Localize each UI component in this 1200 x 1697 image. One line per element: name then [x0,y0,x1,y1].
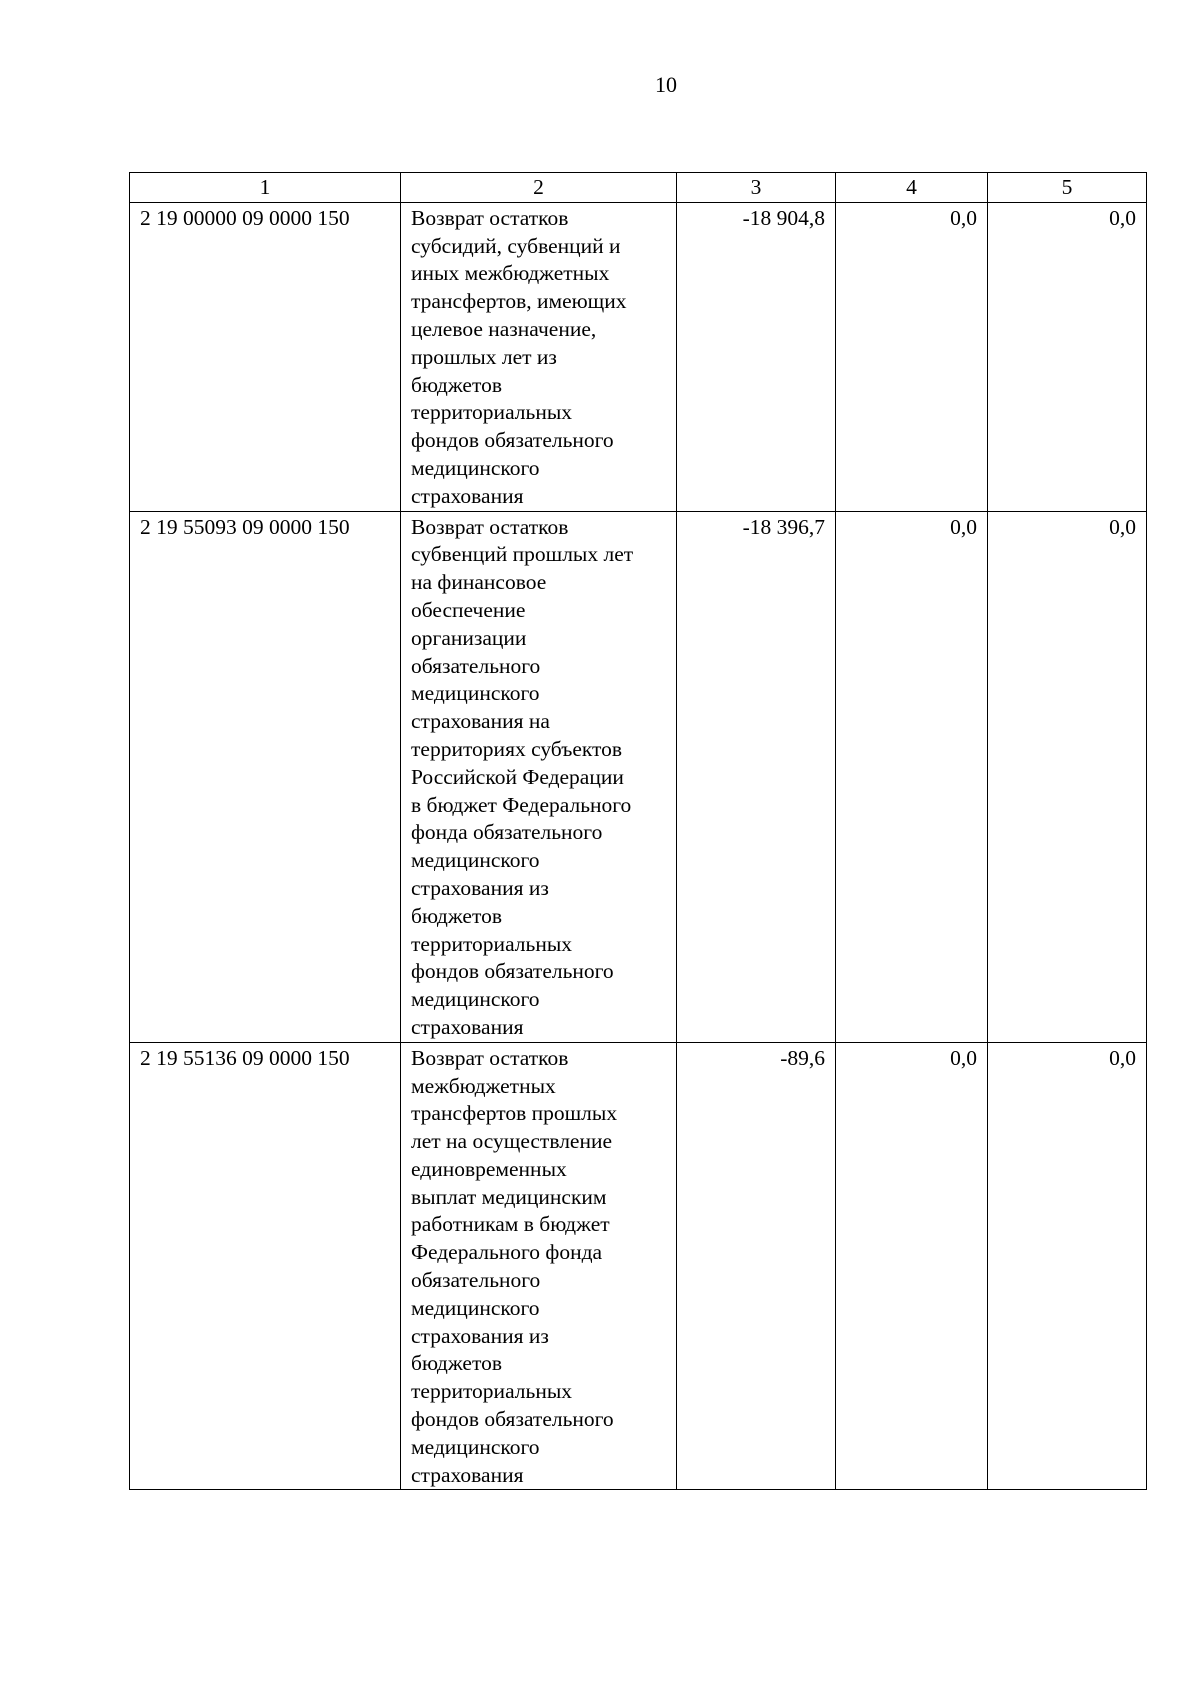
page-number: 10 [655,72,677,97]
table-row [130,1042,1147,1490]
description-line: фондов обязательного [411,1407,614,1432]
description-line: медицинского [411,1434,540,1459]
value-column-5-cell: 0,0 [988,202,1147,511]
description-line: страхования [411,1462,524,1487]
budget-code-cell: 2 19 55093 09 0000 150 [130,511,401,1042]
column-header-3: 3 [677,173,836,203]
value-column-5-cell: 0,0 [988,1042,1147,1490]
column-header-4: 4 [836,173,988,203]
table-row [130,511,1147,1042]
table-header [130,173,1147,203]
description-line: фонда обязательного [411,820,603,845]
description-line: Возврат остатков [411,205,569,230]
description-line: Российской Федерации [411,764,624,789]
description-line: медицинского [411,1295,540,1320]
description-line: Федерального фонда [411,1240,603,1265]
value-column-3-cell: -18 904,8 [677,202,836,511]
description-line: межбюджетных [411,1073,556,1098]
budget-table [129,172,1147,1490]
description-line: работникам в бюджет [411,1212,610,1237]
description-line: страхования на [411,709,550,734]
description-line: фондов обязательного [411,428,614,453]
description-line: медицинского [411,681,540,706]
description-line: страхования из [411,1323,549,1348]
description-cell [401,511,677,1042]
value-column-4-cell: 0,0 [836,511,988,1042]
description-line: на финансовое [411,570,547,595]
description-line: прошлых лет из [411,344,557,369]
description-line: выплат медицинским [411,1184,607,1209]
table-row [130,202,1147,511]
column-header-5: 5 [988,173,1147,203]
description-line: медицинского [411,455,540,480]
value-column-5-cell: 0,0 [988,511,1147,1042]
description-line: обеспечение [411,597,526,622]
description-line: бюджетов [411,1351,502,1376]
description-line: Возврат остатков [411,1045,569,1070]
description-line: территориальных [411,931,573,956]
value-column-4-cell: 0,0 [836,1042,988,1490]
description-line: страхования из [411,875,549,900]
description-line: бюджетов [411,903,502,928]
description-line: территориальных [411,1379,573,1404]
description-line: медицинского [411,848,540,873]
description-line: единовременных [411,1156,567,1181]
table-body [130,202,1147,1490]
description-line: трансфертов прошлых [411,1101,618,1126]
description-line: медицинского [411,987,540,1012]
description-line: бюджетов [411,372,502,397]
value-column-4-cell: 0,0 [836,202,988,511]
description-line: страхования [411,1014,524,1039]
description-line: иных межбюджетных [411,261,610,286]
description-line: страхования [411,483,524,508]
description-line: лет на осуществление [411,1129,613,1154]
description-line: субвенций прошлых лет [411,542,634,567]
column-header-1: 1 [130,173,401,203]
value-column-3-cell: -89,6 [677,1042,836,1490]
budget-code-cell: 2 19 55136 09 0000 150 [130,1042,401,1490]
description-line: обязательного [411,1268,541,1293]
description-line: территориях субъектов [411,736,623,761]
description-line: организации [411,625,527,650]
description-line: субсидий, субвенций и [411,233,621,258]
budget-code-cell: 2 19 00000 09 0000 150 [130,202,401,511]
description-line: обязательного [411,653,541,678]
value-column-3-cell: -18 396,7 [677,511,836,1042]
description-line: трансфертов, имеющих [411,289,627,314]
header-row [130,173,1147,203]
description-line: целевое назначение, [411,316,597,341]
description-cell [401,202,677,511]
description-line: Возврат остатков [411,514,569,539]
column-header-2: 2 [401,173,677,203]
description-cell [401,1042,677,1490]
description-line: территориальных [411,400,573,425]
description-line: в бюджет Федерального [411,792,632,817]
description-line: фондов обязательного [411,959,614,984]
